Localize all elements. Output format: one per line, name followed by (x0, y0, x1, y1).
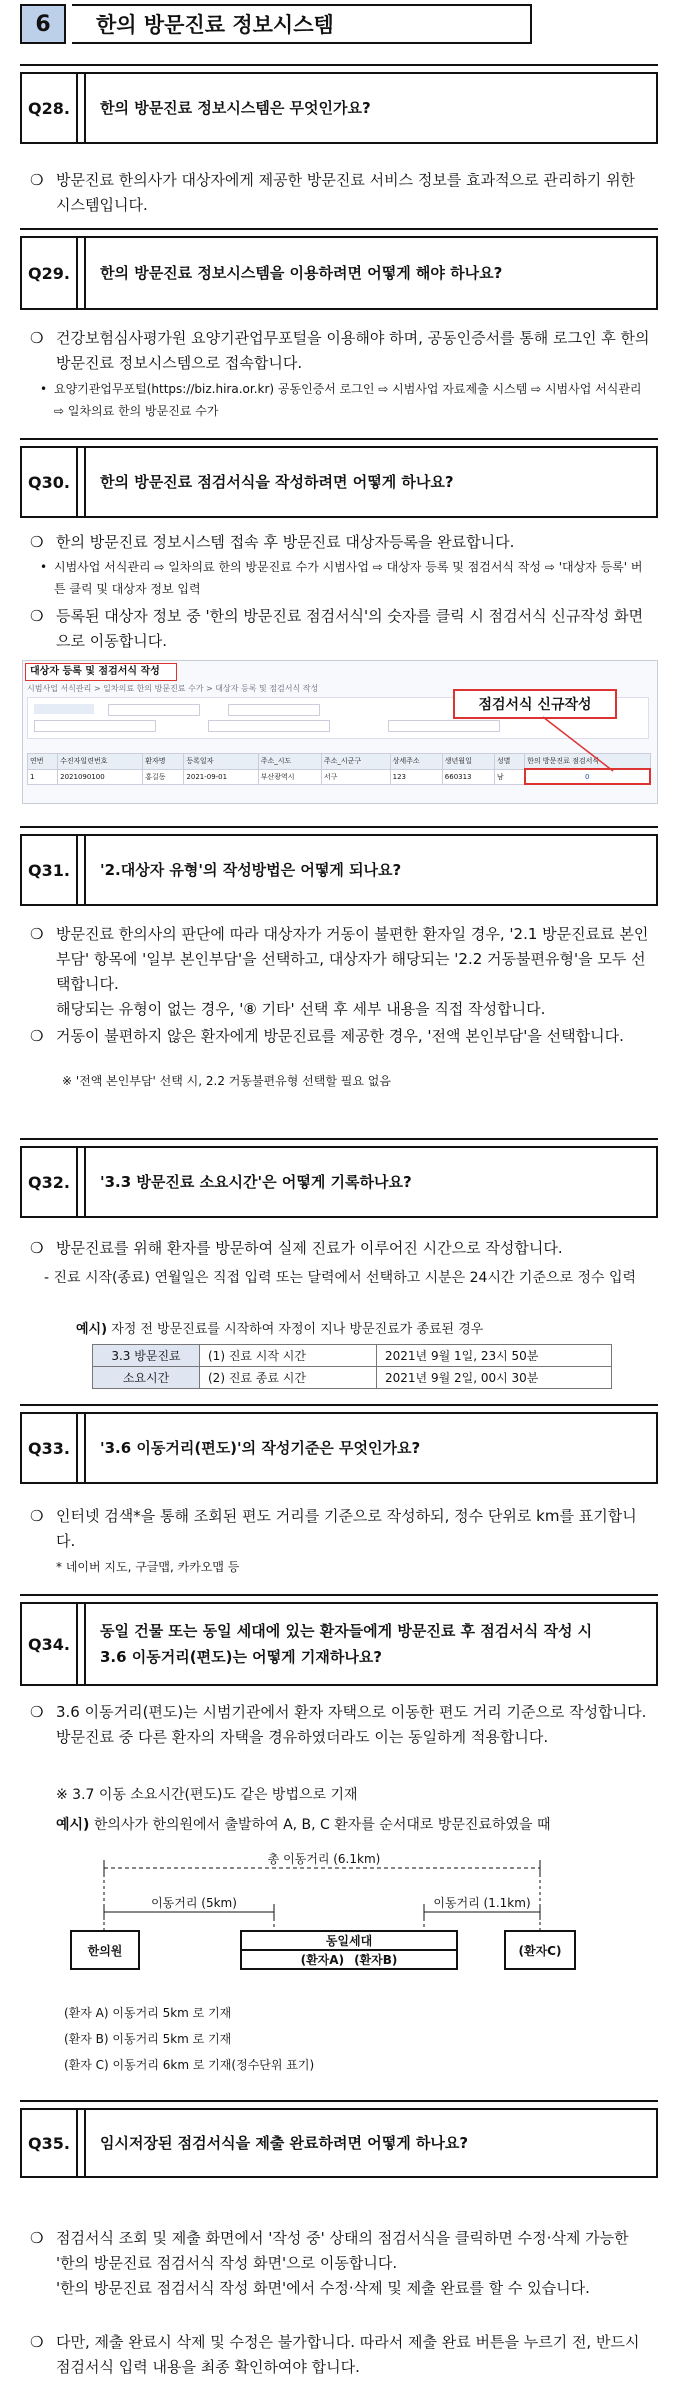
q32-tbl-r1b: 2021년 9월 1일, 23시 50분 (377, 1345, 612, 1367)
q32-tbl-r2a: (2) 진료 종료 시간 (200, 1367, 377, 1389)
q33-question: '3.6 이동거리(편도)'의 작성기준은 무엇인가요? (100, 1439, 421, 1457)
diagram-d1-label: 이동거리 (5km) (144, 1894, 244, 1911)
screenshot-td: 1 (28, 769, 58, 784)
q33-box (20, 1412, 658, 1484)
screenshot-form-count-link[interactable]: 0 (525, 769, 650, 784)
q34-result-3: (환자 C) 이동거리 6km 로 기재(정수단위 표기) (64, 2058, 315, 2072)
q30-answer-2: ❍ 등록된 대상자 정보 중 '한의 방문진료 점검서식'의 숫자를 클릭 시 점검서식 신규작성 화면으로 이동합니다. (30, 607, 644, 650)
q34-top-bar (20, 1586, 658, 1596)
q32-tbl-r2b: 2021년 9월 2일, 00시 30분 (377, 1367, 612, 1389)
q28-top-bar (20, 56, 658, 66)
q35-answer-1: ❍ 점검서식 조회 및 제출 화면에서 '작성 중' 상태의 점검서식을 클릭하면 수정·삭제 가능한 '한의 방문진료 점검서식 작성 화면'으로 이동합니다. '한의 방문진료 점검서식 작성 화면'에서 수정·삭제 및 제출 완료를 할 수 있습니다. (30, 2229, 629, 2297)
q35-answer-2: ❍ 다만, 제출 완료시 삭제 및 수정은 불가합니다. 따라서 제출 완료 버튼을 누르기 전, 반드시 점검서식 입력 내용을 최종 확인하여야 합니다. (30, 2333, 640, 2376)
screenshot-td: 서구 (321, 769, 390, 784)
diagram-total-label: 총 이동거리 (6.1km) (234, 1850, 414, 1867)
q34-result-1: (환자 A) 이동거리 5km 로 기재 (64, 2006, 232, 2020)
screenshot-td: 남 (494, 769, 524, 784)
screenshot-td: 2021-09-01 (184, 769, 258, 784)
q31-box (20, 834, 658, 906)
q34-box (20, 1602, 658, 1686)
q29-sub-1: • 요양기관업무포털(https://biz.hira.or.kr) 공동인증서 로그인 ⇨ 시범사업 자료제출 시스템 ⇨ 시범사업 서식관리 ⇨ 일차의료 한의 방문진료 수가 (40, 382, 642, 418)
q35-box (20, 2108, 658, 2178)
q35-question: 임시저장된 점검서식을 제출 완료하려면 어떻게 하나요? (100, 2134, 469, 2152)
q33-number: Q33. (22, 1414, 78, 1482)
q31-answer-1: ❍ 방문진료 한의사의 판단에 따라 대상자가 거동이 불편한 환자일 경우, '2.1 방문진료료 본인부담' 항목에 '일부 본인부담'을 선택하고, 대상자가 해당되는 '2.2 거동불편유형'을 모두 선택합니다. 해당되는 유형이 없는 경우, '⑧ 기타' 선택 후 세부 내용을 직접 작성합니다. (30, 925, 649, 1018)
q32-example: 예시) 자정 전 방문진료를 시작하여 자정이 지나 방문진료가 종료된 경우 (76, 1322, 484, 1337)
q29-question: 한의 방문진료 정보시스템을 이용하려면 어떻게 해야 하나요? (100, 264, 503, 282)
q30-number: Q30. (22, 448, 78, 516)
q30-screenshot (22, 660, 658, 804)
q30-question: 한의 방문진료 점검서식을 작성하려면 어떻게 하나요? (100, 473, 454, 491)
q34-note: ※ 3.7 이동 소요시간(편도)도 같은 방법으로 기재 (56, 1787, 358, 1803)
q29-box (20, 236, 658, 310)
screenshot-th: 등록일자 (184, 754, 258, 770)
q30-box (20, 446, 658, 518)
diagram-d2-label: 이동거리 (1.1km) (433, 1896, 531, 1910)
screenshot-th: 상세주소 (390, 754, 442, 770)
screenshot-th: 생년월일 (442, 754, 494, 770)
q28-question: 한의 방문진료 정보시스템은 무엇인가요? (100, 99, 371, 117)
q34-distance-diagram (64, 1838, 624, 1988)
section-title: 한의 방문진료 정보시스템 (72, 4, 532, 44)
q31-question: '2.대상자 유형'의 작성방법은 어떻게 되나요? (100, 861, 402, 879)
q32-question: '3.3 방문진료 소요시간'은 어떻게 기록하나요? (100, 1173, 412, 1191)
q29-top-bar (20, 220, 658, 230)
q31-answer-2: ❍ 거동이 불편하지 않은 환자에게 방문진료를 제공한 경우, '전액 본인부담'을 선택합니다. (30, 1027, 624, 1045)
screenshot-th: 주소_시군구 (321, 754, 390, 770)
screenshot-th: 연번 (28, 754, 58, 770)
q32-box (20, 1146, 658, 1218)
screenshot-td: 2021090100 (58, 769, 143, 784)
diagram-same-household: 동일세대 (환자A) (환자B) (240, 1930, 458, 1970)
q35-number: Q35. (22, 2110, 78, 2176)
diagram-clinic: 한의원 (70, 1930, 140, 1970)
q32-tbl-r1a: (1) 진료 시작 시간 (200, 1345, 377, 1367)
q33-answer-1: ❍ 인터넷 검색*을 통해 조회된 편도 거리를 기준으로 작성하되, 정수 단위로 km를 표기합니다. (30, 1507, 637, 1550)
q29-answer-1: ❍ 건강보험심사평가원 요양기관업무포털을 이용해야 하며, 공동인증서를 통해 로그인 후 한의 방문진료 정보시스템으로 접속합니다. (30, 329, 650, 372)
screenshot-td: 홍길동 (143, 769, 184, 784)
q31-note: ※ '전액 본인부담' 선택 시, 2.2 거동불편유형 선택할 필요 없음 (62, 1074, 391, 1088)
q32-number: Q32. (22, 1148, 78, 1216)
q32-answer-1: ❍ 방문진료를 위해 환자를 방문하여 실제 진료가 이루어진 시간으로 작성합니다. (30, 1239, 563, 1257)
q29-number: Q29. (22, 238, 78, 308)
q32-tbl-h2: 소요시간 (93, 1367, 200, 1389)
q30-top-bar (20, 430, 658, 440)
q34-result-2: (환자 B) 이동거리 5km 로 기재 (64, 2032, 232, 2046)
q32-tbl-h1: 3.3 방문진료 (93, 1345, 200, 1367)
q34-example: 예시) 한의사가 한의원에서 출발하여 A, B, C 환자를 순서대로 방문진료하였을 때 (56, 1817, 551, 1833)
q28-box (20, 72, 658, 144)
q33-sub-1: * 네이버 지도, 구글맵, 카카오맵 등 (56, 1560, 240, 1574)
screenshot-callout-arrow (23, 661, 657, 803)
q31-top-bar (20, 818, 658, 828)
q32-sub-1: - 진료 시작(종료) 연월일은 직접 입력 또는 달력에서 선택하고 시분은 24시간 기준으로 정수 입력 (44, 1270, 637, 1286)
screenshot-td: 660313 (442, 769, 494, 784)
screenshot-th: 주소_시도 (258, 754, 321, 770)
screenshot-th: 한의 방문진료 점검서식 (525, 754, 650, 770)
screenshot-breadcrumb: 시범사업 서식관리 > 일차의료 한의 방문진료 수가 > 대상자 등록 및 점검서식 작성 (27, 684, 319, 693)
screenshot-th: 수진자일련번호 (58, 754, 143, 770)
q34-answer-1: ❍ 3.6 이동거리(편도)는 시범기관에서 환자 자택으로 이동한 편도 거리 기준으로 작성합니다. 방문진료 중 다른 환자의 자택을 경유하였더라도 이는 동일하게 적용합니다. (30, 1703, 647, 1746)
screenshot-td: 부산광역시 (258, 769, 321, 784)
screenshot-tab: 대상자 등록 및 점검서식 작성 (25, 663, 177, 681)
section-number: 6 (20, 4, 66, 44)
q31-number: Q31. (22, 836, 78, 904)
q34-question: 동일 건물 또는 동일 세대에 있는 환자들에게 방문진료 후 점검서식 작성 시 3.6 이동거리(편도)는 어떻게 기재하나요? (100, 1622, 593, 1666)
diagram-patient-c: (환자C) (504, 1930, 576, 1970)
q28-answer-1: ❍ 방문진료 한의사가 대상자에게 제공한 방문진료 서비스 정보를 효과적으로 관리하기 위한 시스템입니다. (30, 171, 636, 214)
screenshot-td: 123 (390, 769, 442, 784)
q34-number: Q34. (22, 1604, 78, 1684)
q35-top-bar (20, 2092, 658, 2102)
q28-number: Q28. (22, 74, 78, 142)
q32-top-bar (20, 1130, 658, 1140)
q32-example-table (92, 1344, 612, 1389)
screenshot-callout: 점검서식 신규작성 (453, 689, 617, 719)
screenshot-th: 성별 (494, 754, 524, 770)
screenshot-th: 환자명 (143, 754, 184, 770)
q30-sub-1: • 시범사업 서식관리 ⇨ 일차의료 한의 방문진료 수가 시범사업 ⇨ 대상자 등록 및 점검서식 작성 ⇨ '대상자 등록' 버튼 클릭 및 대상자 정보 입력 (40, 560, 643, 596)
q33-top-bar (20, 1396, 658, 1406)
q30-answer-1: ❍ 한의 방문진료 정보시스템 접속 후 방문진료 대상자등록을 완료합니다. (30, 533, 515, 551)
